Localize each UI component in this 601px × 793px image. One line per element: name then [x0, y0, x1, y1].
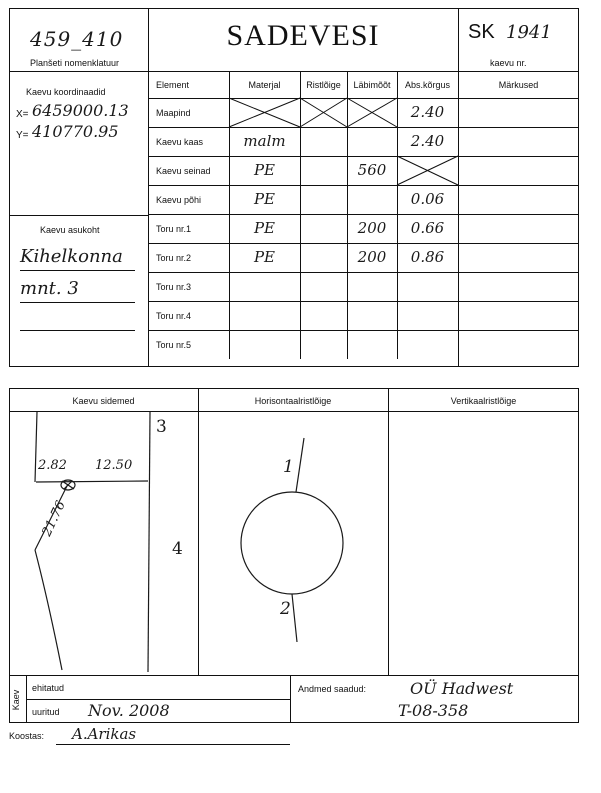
- table-row-label: Kaevu põhi: [156, 195, 202, 205]
- location-label: Kaevu asukoht: [40, 225, 100, 235]
- table-column-header: Materjal: [248, 80, 281, 90]
- table-row-label: Toru nr.1: [156, 224, 192, 234]
- table-cell-value: 200: [357, 248, 387, 266]
- tie-horizontal: [36, 481, 148, 482]
- tie-road-edge-right: [148, 412, 150, 672]
- table-cell-value: PE: [253, 219, 276, 237]
- table-row-label: Toru nr.5: [156, 340, 192, 350]
- built-label: ehitatud: [32, 683, 65, 693]
- table-cell-value: PE: [253, 248, 276, 266]
- well-id-label: kaevu nr.: [490, 58, 527, 68]
- well-cross-section: [241, 492, 343, 594]
- table-cell-value: 2.40: [410, 103, 445, 121]
- table-row-label: Maapind: [156, 108, 191, 118]
- tie-curve: [35, 550, 62, 670]
- data-source-label: Andmed saadud:: [298, 684, 367, 694]
- side-label-4: 4: [172, 539, 183, 559]
- sheet-label: Planšeti nomenklatuur: [30, 58, 120, 68]
- pipe-label-1: 1: [283, 457, 294, 477]
- vertical-section-label: Vertikaalristlõige: [450, 396, 517, 406]
- sheet-number: 459_410: [30, 27, 124, 51]
- data-source-line-1: OÜ Hadwest: [410, 679, 514, 698]
- table-row-label: Kaevu seinad: [156, 166, 211, 176]
- table-column-header: Läbimõõt: [353, 80, 391, 90]
- tie-label-c: 21.76: [39, 498, 69, 539]
- footer-mid-divider: [290, 675, 291, 723]
- table-row-label: Toru nr.3: [156, 282, 192, 292]
- form-title: SADEVESI: [226, 19, 380, 52]
- table-column-header: Abs.kõrgus: [404, 80, 451, 90]
- data-source-line-2: T-08-358: [398, 701, 469, 720]
- coord-x-prefix: X=: [16, 109, 29, 120]
- pipe-2-line: [292, 594, 297, 642]
- table-cell-value: 0.66: [410, 219, 445, 237]
- location-line-1: Kihelkonna: [20, 246, 123, 267]
- footer-row-line: [26, 699, 290, 700]
- author-label: Koostas:: [9, 731, 45, 741]
- pipe-1-line: [296, 438, 304, 492]
- tie-road-edge-left: [35, 412, 37, 482]
- tie-label-a: 2.82: [38, 458, 67, 473]
- pipe-label-2: 2: [280, 599, 291, 619]
- location-line-2: mnt. 3: [20, 278, 79, 299]
- coord-y-value: 410770.95: [32, 122, 119, 141]
- table-cell-value: 0.06: [410, 190, 445, 208]
- coords-label: Kaevu koordinaadid: [26, 87, 106, 97]
- author-underline: [56, 744, 290, 745]
- tie-label-b: 12.50: [95, 458, 133, 473]
- table-cell-value: 2.40: [410, 132, 445, 150]
- side-label-3: 3: [156, 417, 167, 437]
- measured-label: uuritud: [32, 707, 60, 717]
- coord-x-value: 6459000.13: [32, 101, 129, 120]
- author-value: A.Arikas: [72, 725, 137, 743]
- table-row-label: Toru nr.2: [156, 253, 192, 263]
- kaev-label: Kaev: [11, 689, 21, 711]
- horizontal-section-label: Horisontaalristlõige: [254, 396, 332, 406]
- table-cell-value: malm: [243, 132, 286, 150]
- table-row-label: Kaevu kaas: [156, 137, 204, 147]
- well-id-prefix: SK: [468, 21, 495, 43]
- table-column-header: Märkused: [498, 80, 539, 90]
- table-cell-value: 200: [357, 219, 387, 237]
- well-id-value: 1941: [506, 22, 552, 43]
- table-column-header: Ristlõige: [306, 80, 341, 90]
- table-cell-value: 0.86: [410, 248, 445, 266]
- table-cell-value: PE: [253, 161, 276, 179]
- coord-y-prefix: Y=: [16, 130, 29, 141]
- ties-label: Kaevu sidemed: [72, 396, 135, 406]
- table-cell-value: PE: [253, 190, 276, 208]
- table-row-label: Toru nr.4: [156, 311, 192, 321]
- measured-value: Nov. 2008: [88, 701, 170, 720]
- table-column-header: Element: [156, 80, 190, 90]
- table-cell-value: 560: [357, 161, 387, 179]
